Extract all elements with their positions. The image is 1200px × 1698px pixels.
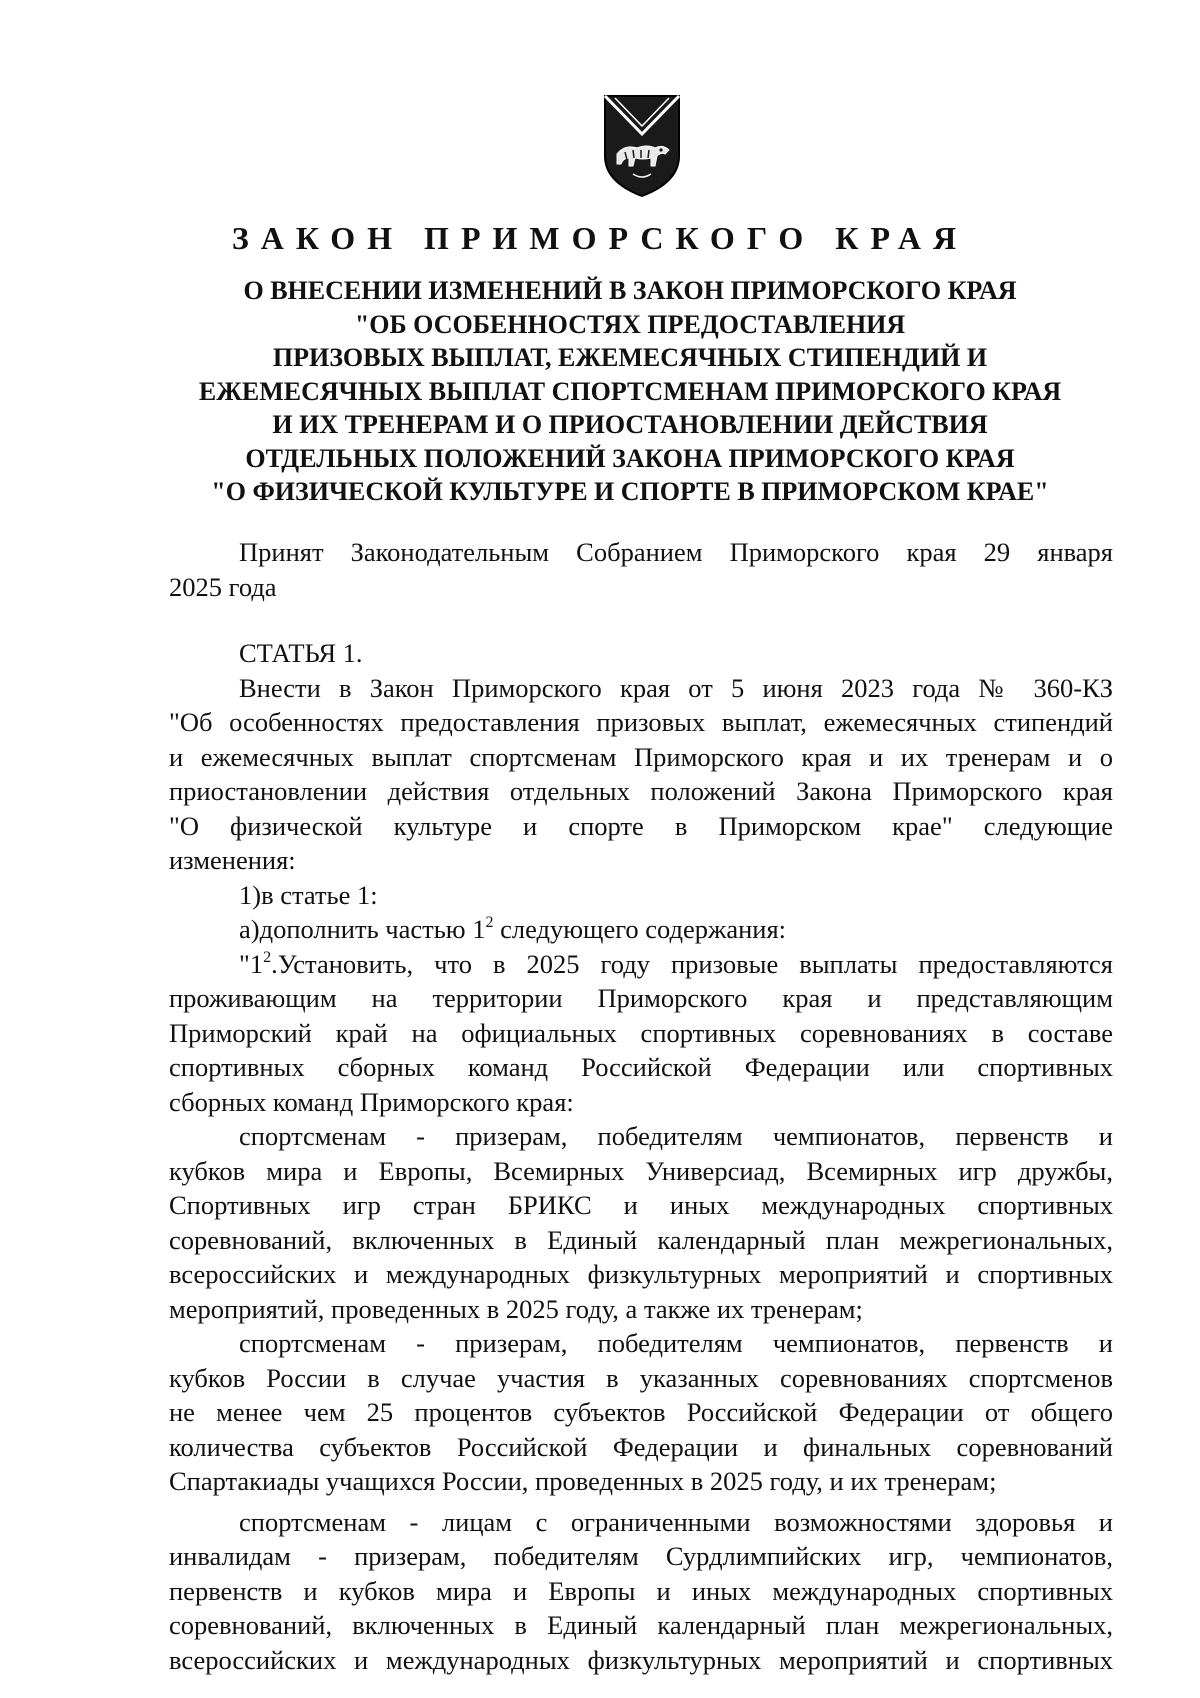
document-body: [169, 535, 1113, 1677]
article-intro-line: Внести в Закон Приморского края от 5 июня 2023 года № 360-КЗ: [239, 672, 1113, 703]
adoption-line: Принят Законодательным Собранием Приморского края 29 января: [239, 537, 1113, 567]
article-intro-line: изменения:: [169, 845, 296, 875]
superscript: 2: [263, 948, 272, 966]
paragraph-disabled-line: инвалидам - призерам, победителям Сурдлимпийских игр, чемпионатов,: [169, 1541, 1113, 1571]
paragraph-disabled-line: соревнований, включенных в Единый календарный план межрегиональных,: [169, 1610, 1113, 1640]
superscript: 2: [485, 914, 494, 931]
paragraph-world-line: всероссийских и международных физкультурных мероприятий и спортивных: [169, 1259, 1113, 1289]
item-a-text: а)дополнить частью 1: [239, 914, 486, 944]
paragraph-russia-line: кубков России в случае участия в указанных соревнованиях спортсменов: [169, 1362, 1113, 1393]
part-line: сборных команд Приморского края:: [169, 1086, 574, 1117]
subtitle-line: ОТДЕЛЬНЫХ ПОЛОЖЕНИЙ ЗАКОНА ПРИМОРСКОГО КРАЯ: [245, 443, 1015, 473]
part-text: .Установить, что в 2025 году призовые выплаты предоставляются: [271, 948, 1113, 979]
part-line: спортивных сборных команд Российской Федерации или спортивных: [169, 1052, 1113, 1082]
adoption-line: 2025 года: [169, 571, 277, 602]
item-a-text: следующего содержания:: [493, 914, 787, 944]
subtitle-line: ПРИЗОВЫХ ВЫПЛАТ, ЕЖЕМЕСЯЧНЫХ СТИПЕНДИЙ И: [272, 343, 988, 372]
article-intro-line: "Об особенностях предоставления призовых выплат, ежемесячных стипендий: [169, 707, 1113, 737]
paragraph-world-line: мероприятий, проведенных в 2025 году, а также их тренерам;: [169, 1293, 863, 1324]
article-intro-line: "О физической культуре и спорте в Приморском крае" следующие: [169, 810, 1113, 841]
part-line: проживающим на территории Приморского края и представляющим: [169, 983, 1113, 1013]
part-line: [169, 947, 1113, 982]
subtitle-line: ЕЖЕМЕСЯЧНЫХ ВЫПЛАТ СПОРТСМЕНАМ ПРИМОРСКОГО КРАЯ: [198, 376, 1062, 406]
paragraph-russia-line: Спартакиады учащихся России, проведенных в 2025 году, и их тренерам;: [169, 1466, 997, 1496]
paragraph-world-line: соревнований, включенных в Единый календарный план межрегиональных,: [169, 1224, 1113, 1255]
law-subtitle: [160, 274, 1100, 509]
paragraph-world-line: кубков мира и Европы, Всемирных Универсиад, Всемирных игр дружбы,: [169, 1155, 1113, 1186]
paragraph-russia-line: количества субъектов Российской Федерации и финальных соревнований: [169, 1431, 1113, 1462]
paragraph-russia-line: спортсменам - призерам, победителям чемпионатов, первенств и: [239, 1328, 1113, 1358]
subtitle-line: О ВНЕСЕНИИ ИЗМЕНЕНИЙ В ЗАКОН ПРИМОРСКОГО КРАЯ: [243, 276, 1017, 305]
paragraph-russia-line: не менее чем 25 процентов субъектов Российской Федерации от общего: [169, 1397, 1113, 1427]
law-title: ЗАКОН ПРИМОРСКОГО КРАЯ: [231, 220, 969, 256]
paragraph-disabled-line: спортсменам - лицам с ограниченными возможностями здоровья и: [239, 1506, 1113, 1537]
part-line: Приморский край на официальных спортивных соревнованиях в составе: [169, 1017, 1113, 1048]
paragraph-world-line: Спортивных игр стран БРИКС и иных международных спортивных: [169, 1190, 1113, 1220]
subtitle-line: "ОБ ОСОБЕННОСТЯХ ПРЕДОСТАВЛЕНИЯ: [354, 309, 906, 339]
paragraph-disabled-line: первенств и кубков мира и Европы и иных международных спортивных: [169, 1575, 1113, 1606]
paragraph-disabled-line: всероссийских и международных физкультурных мероприятий и спортивных: [169, 1644, 1113, 1675]
article-intro-line: приостановлении действия отдельных положений Закона Приморского края: [169, 776, 1113, 806]
article-intro-line: и ежемесячных выплат спортсменам Приморского края и их тренерам и о: [169, 741, 1113, 772]
article-heading: СТАТЬЯ 1.: [239, 638, 363, 668]
list-item-1: 1)в статье 1:: [239, 879, 378, 910]
subtitle-line: И ИХ ТРЕНЕРАМ И О ПРИОСТАНОВЛЕНИИ ДЕЙСТВИЯ: [272, 410, 988, 439]
part-number: "1: [239, 948, 264, 979]
subtitle-line: "О ФИЗИЧЕСКОЙ КУЛЬТУРЕ И СПОРТЕ В ПРИМОРСКОМ КРАЕ": [211, 477, 1049, 506]
coat-of-arms-icon: [603, 94, 681, 198]
list-item-a: [169, 912, 1113, 947]
paragraph-world-line: спортсменам - призерам, победителям чемпионатов, первенств и: [239, 1121, 1113, 1151]
